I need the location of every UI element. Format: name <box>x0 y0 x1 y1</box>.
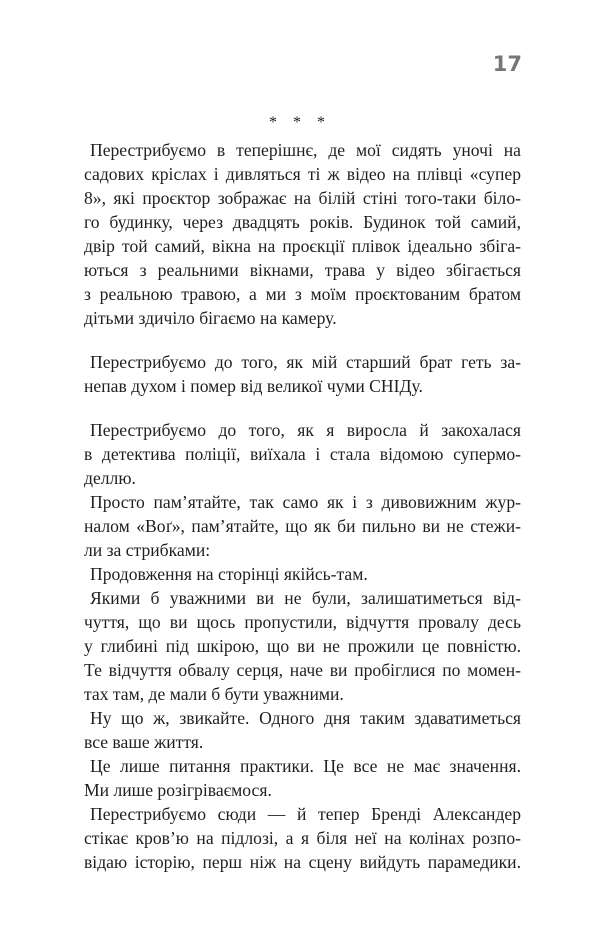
text-line: тах там, де мали б бути уважними. <box>84 684 344 704</box>
text-line: садових кріслах і дивляться ті ж відео на плівці «супер <box>84 164 521 184</box>
text-line: Перестрибуємо до того, як я виросла й закохалася <box>90 420 521 440</box>
text-line: Продовження на сторінці якійсь-там. <box>90 564 368 584</box>
text-line: Перестрибуємо сюди — й тепер Бренді Александер <box>90 804 521 824</box>
text-line: Ну що ж, звикайте. Одного дня таким здаватиметься <box>90 708 521 728</box>
text-line: Ми лише розігріваємося. <box>84 780 272 800</box>
text-line: Просто пам’ятайте, так само як і з дивовижним жур- <box>90 492 521 512</box>
text-line: непав духом і помер від великої чуми СНІДу. <box>84 376 423 396</box>
text-line: Перестрибуємо до того, як мій старший брат геть за- <box>90 352 521 372</box>
text-line: 8», які проєктор зображає на білій стіні того-таки біло- <box>84 188 521 208</box>
text-line: дітьми здичіло бігаємо на камеру. <box>84 308 337 328</box>
text-line: го будинку, через двадцять років. Будинок той самий, <box>84 212 521 232</box>
text-line: стікає кров’ю на підлозі, а я біля неї на колінах розпо- <box>84 828 521 848</box>
page-number: 17 <box>492 52 522 76</box>
text-line: відаю історію, перш ніж на сцену вийдуть парамедики. <box>84 852 521 872</box>
text-line: у глибині під шкірою, що ви не прожили це повністю. <box>84 636 521 656</box>
text-line: ються з реальними вікнами, трава у відео збігається <box>84 260 521 280</box>
text-line: двір той самий, вікна на проєкції плівок ідеально збіга- <box>84 236 521 256</box>
text-line: Перестрибуємо в теперішнє, де мої сидять уночі на <box>90 140 521 160</box>
text-line: ли за стрибками: <box>84 540 211 560</box>
text-line: Якими б уважними ви не були, залишатиметься від- <box>90 588 521 608</box>
text-line: все ваше життя. <box>84 732 204 752</box>
section-separator: * * * <box>269 114 331 131</box>
text-line: Це лише питання практики. Це все не має значення. <box>90 756 521 776</box>
text-line: Те відчуття обвалу серця, наче ви пробіглися по момен- <box>84 660 521 680</box>
text-line: чуття, що ви щось пропустили, відчуття провалу десь <box>84 612 521 632</box>
text-line: з реальною травою, а ми з моїм проєктованим братом <box>84 284 521 304</box>
text-line: в детектива поліції, виїхала і стала відомою супермо- <box>84 444 521 464</box>
text-line: налом «Воґ», пам’ятайте, що як би пильно ви не стежи- <box>84 516 521 536</box>
text-line: деллю. <box>84 468 136 488</box>
